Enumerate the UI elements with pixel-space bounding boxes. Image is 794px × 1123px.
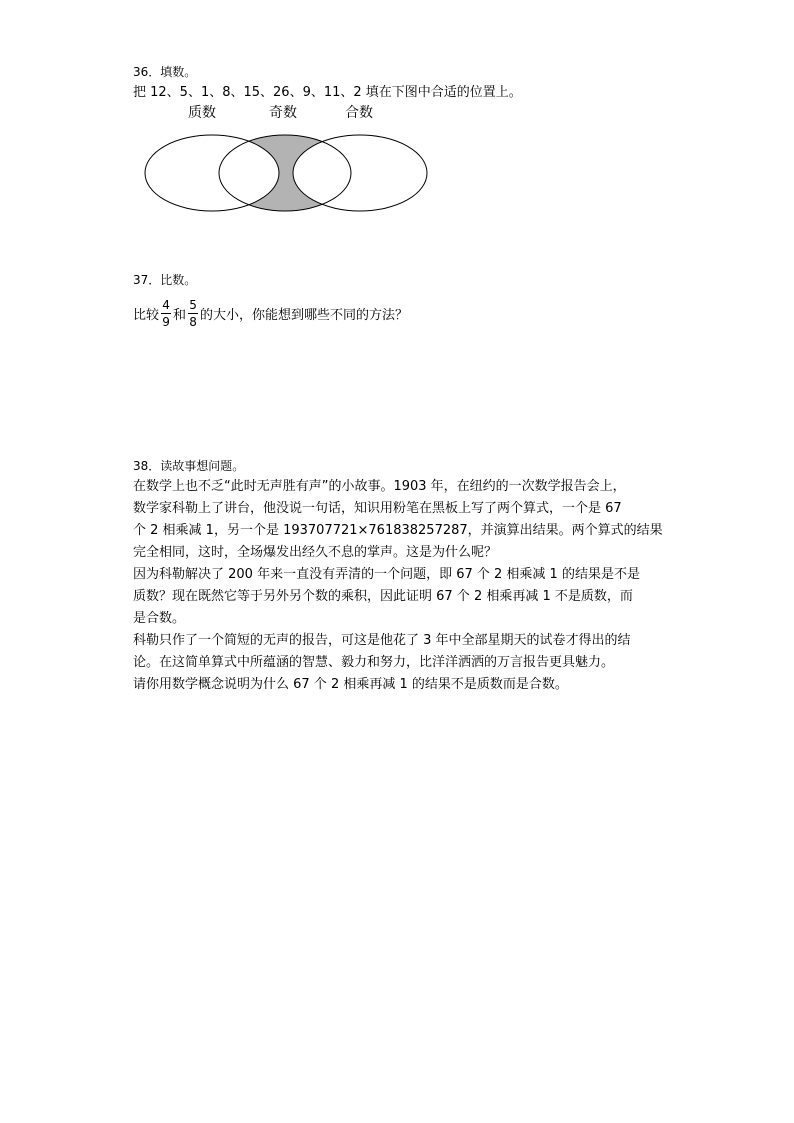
question-37 xyxy=(133,270,673,332)
question-38-prompt: 请你用数学概念说明为什么 67 个 2 相乘再减 1 的结果不是质数而是合数。 xyxy=(133,677,568,692)
question-36-title: 36．填数。 xyxy=(133,65,197,79)
story-line: 论。在这简单算式中所蕴涵的智慧、毅力和努力，比洋洋洒洒的万言报告更具魅力。 xyxy=(133,655,615,670)
venn-label-composite: 合数 xyxy=(345,105,373,121)
venn-svg xyxy=(143,104,433,219)
compare-suffix: 的大小，你能想到哪些不同的方法？ xyxy=(200,307,409,323)
fraction-1-bar xyxy=(161,313,171,314)
question-37-title: 37．比数。 xyxy=(133,273,197,287)
story-line: 完全相同，这时，全场爆发出经久不息的掌声。这是为什么呢？ xyxy=(133,545,498,560)
question-36 xyxy=(133,62,673,104)
fraction-2-numerator: 5 xyxy=(189,297,197,312)
story-line: 个 2 相乘减 1，另一个是 193707721×761838257287，并演算出结果。两个算式的结果 xyxy=(133,523,663,538)
question-38 xyxy=(133,456,673,696)
story-line: 是合数。 xyxy=(133,611,186,626)
story-line: 数学家科勒上了讲台，他没说一句话，知识用粉笔在黑板上写了两个算式，一个是 67 xyxy=(133,501,622,516)
question-38-title: 38．读故事想问题。 xyxy=(133,459,245,473)
compare-and: 和 xyxy=(173,307,187,323)
venn-shaded-region xyxy=(145,135,427,211)
fraction-2-bar xyxy=(188,313,198,314)
venn-label-prime: 质数 xyxy=(188,105,216,121)
fraction-five-eighths xyxy=(188,298,198,329)
story-line: 因为科勒解决了 200 年来一直没有弄清的一个问题，即 67 个 2 相乘减 1 的结果是不是 xyxy=(133,567,640,582)
fraction-1-numerator: 4 xyxy=(162,297,170,312)
story-line: 科勒只作了一个简短的无声的报告，可这是他花了 3 年中全部星期天的试卷才得出的结 xyxy=(133,633,631,648)
fraction-1-denominator: 9 xyxy=(162,314,170,329)
question-37-prompt xyxy=(133,294,673,332)
question-36-instruction: 把 12、5、1、8、15、26、9、11、2 填在下图中合适的位置上。 xyxy=(133,85,522,100)
fraction-2-denominator: 8 xyxy=(189,314,197,329)
compare-prefix: 比较 xyxy=(133,307,160,323)
fraction-four-ninths xyxy=(161,298,171,329)
story-line: 质数？现在既然它等于另外另个数的乘积，因此证明 67 个 2 相乘再减 1 不是质数，而 xyxy=(133,589,633,604)
venn-label-odd: 奇数 xyxy=(269,105,297,121)
story-line: 在数学上也不乏“此时无声胜有声”的小故事。1903 年，在纽约的一次数学报告会上， xyxy=(133,479,626,494)
venn-diagram xyxy=(143,104,433,219)
